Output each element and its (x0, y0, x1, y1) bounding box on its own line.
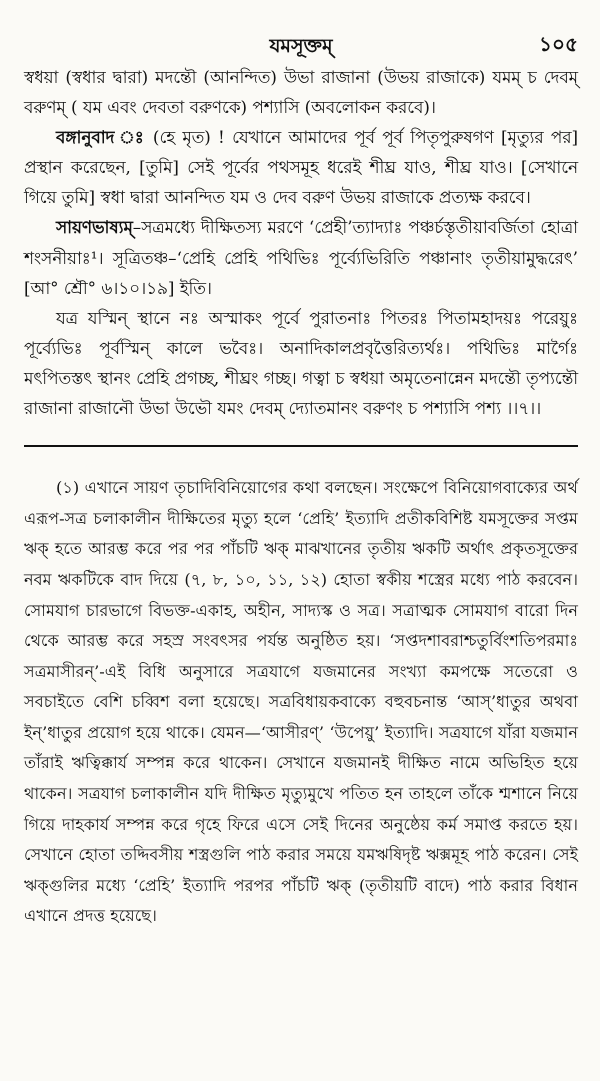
commentary-continuation: যত্র যস্মিন্ স্থানে নঃ অস্মাকং পূর্বে পুরাতনাঃ পিতরঃ পিতামহাদয়ঃ পরেয়ুঃ পূর্ব্যেভিঃ পূর্বস্মিন্ কালে ভবৈঃ। অনাদিকালপ্রবৃত্তৈরিত্যর্থঃ। পথিভিঃ মার্গৈঃ মৎপিতস্তৎ স্থানং প্রেহি প্রগচ্ছ, শীঘ্রং গচ্ছ। গত্বা চ স্বধয়া অমৃতেনান্নেন মদন্তৌ তৃপ্যন্তৌ রাজানা রাজানৌ উভা উভৌ যমং দেবম্ দ্যোতমানং বরুণং চ পশ্যাসি পশ্য ।।৭।। (24, 307, 578, 419)
footnote-divider (24, 445, 578, 447)
page-number: ১০৫ (539, 32, 578, 56)
main-text (24, 62, 578, 423)
footnote-paragraph: (১) এখানে সায়ণ তৃচাদিবিনিয়োগের কথা বলছেন। সংক্ষেপে বিনিয়োগবাক্যের অর্থ এরূপ-সত্র চলাকালীন দীক্ষিতের মৃত্যু হলে ‘প্রেহি’ ইত্যাদি প্রতীকবিশিষ্ট যমসূক্তের সপ্তম ঋক্ হতে আরম্ভ করে পর পর পাঁচটি ঋক্ মাঝখানের তৃতীয় ঋকটি অর্থাৎ প্রকৃতসূক্তের নবম ঋকটিকে বাদ দিয়ে (৭, ৮, ১০, ১১, ১২) হোতা স্বকীয় শস্ত্রের মধ্যে পাঠ করবেন। সোমযাগ চারভাগে বিভক্ত-একাহ, অহীন, সাদ্যস্ক ও সত্র। সত্রাত্মক সোমযাগ বারো দিন থেকে আরম্ভ করে সহস্র সংবৎসর পর্যন্ত অনুষ্ঠিত হয়। ‘সপ্তদশাবরাশ্চতুর্বিংশতিপরমাঃ সত্রমাসীরন্’-এই বিধি অনুসারে সত্রযাগে যজমানের সংখ্যা কমপক্ষে সতেরো ও সবচাইতে বেশি চব্বিশ বলা হয়েছে। সত্রবিধায়কবাক্যে বহুবচনান্ত ‘আস্’ধাতুর অথবা ইন্’ধাতুর প্রয়োগ হয়ে থাকে। যেমন—‘আসীরণ্’ ‘উপেয়ু’ ইত্যাদি। সত্রযাগে যাঁরা যজমান তাঁরাই ঋত্বিক্কার্য সম্পন্ন করে থাকেন। সেখানে যজমানই দীক্ষিত নামে অভিহিত হয়ে থাকেন। সত্রযাগ চলাকালীন যদি দীক্ষিত মৃত্যুমুখে পতিত হন তাহলে তাঁকে শ্মশানে নিয়ে গিয়ে দাহকার্য সম্পন্ন করে গৃহে ফিরে এসে সেই দিনের অনুষ্ঠেয় কর্ম সমাপ্ত করতে হয়। সেখানে হোতা তদ্দিবসীয় শস্ত্রগুলি পাঠ করার সময়ে যমঋষিদৃষ্ট ঋক্সমূহ পাঠ করেন। সেই ঋক্গুলির মধ্যে ‘প্রেহি’ ইত্যাদি পরপর পাঁচটি ঋক্ (তৃতীয়টি বাদে) পাঠ করার বিধান এখানে প্রদত্ত হয়েছে। (24, 478, 578, 926)
word-meaning-paragraph: স্বধয়া (স্বধার দ্বারা) মদন্তৌ (আনন্দিত) উভা রাজানা (উভয় রাজাকে) যমম্ চ দেবম্ বরুণম্ ( যম এবং দেবতা বরুণকে) পশ্যাসি (অবলোকন করবে)। (24, 67, 578, 118)
translation-label: বঙ্গানুবাদ ঃ (56, 127, 146, 148)
commentary-paragraph (24, 212, 578, 302)
translation-paragraph (24, 122, 578, 212)
commentary-text: –সত্রমধ্যে দীক্ষিতস্য মরণে ‘প্রেহী’ত্যাদ্যাঃ পঞ্চর্চস্তৃতীয়াবর্জিতা হোত্রা শংসনীয়াঃ¹। সূত্রিতঞ্চ–‘প্রেহি প্রেহি পথিভিঃ পূর্ব্যেভিরিতি পঞ্চানাং তৃতীয়ামুদ্ধরেৎ’ [আ° শ্রৌ° ৬।১০।১৯] ইতি। (24, 217, 578, 298)
footnote-section (24, 473, 578, 932)
translation-text: (হে মৃত) ! যেখানে আমাদের পূর্ব পূর্ব পিতৃপুরুষগণ [মৃত্যুর পর] প্রস্থান করেছেন, [তুমি] সেই পূর্বের পথসমূহ ধরেই শীঘ্র যাও, শীঘ্র যাও। [সেখানে গিয়ে তুমি] স্বধা দ্বারা আনন্দিত যম ও দেব বরুণ উভয় রাজাকে প্রত্যক্ষ করবে। (24, 127, 578, 208)
running-title: যমসূক্তম্ (269, 35, 333, 57)
commentary-label: সায়ণভাষ্যম্ (56, 217, 133, 238)
page-header (24, 0, 578, 62)
